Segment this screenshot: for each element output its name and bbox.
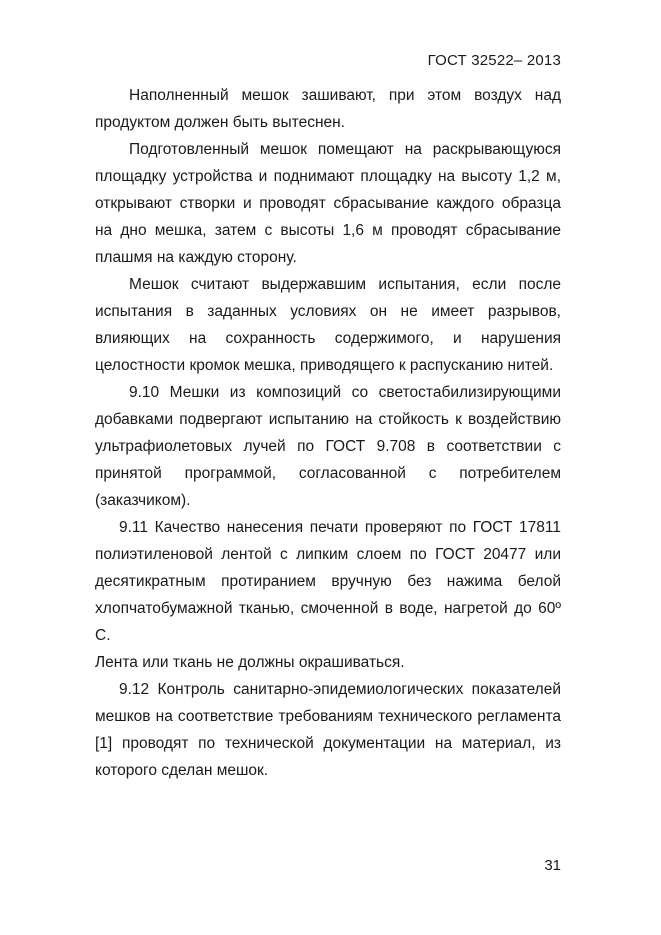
standard-code-header: ГОСТ 32522– 2013: [427, 52, 561, 69]
paragraph-test-pass-criteria: Мешок считают выдержавшим испытания, если после испытания в заданных условиях он не имеет разрывов, влияющих на сохранность содержимого, и нарушения целостности кромок мешка, приводящего к распусканию нитей.: [95, 276, 561, 374]
paragraph-clause-9-11: 9.11 Качество нанесения печати проверяют по ГОСТ 17811 полиэтиленовой лентой с липким слоем по ГОСТ 20477 или десятикратным протиранием вручную без нажима белой хлопчатобумажной тканью, смоченной в воде, нагретой до 60º С.: [95, 519, 561, 644]
paragraph-drop-test-procedure: Подготовленный мешок помещают на раскрывающуюся площадку устройства и поднимают площадку на высоту 1,2 м, открывают створки и проводят сбрасывание каждого образца на дно мешка, затем с высоты 1,6 м проводят сбрасывание плашмя на каждую сторону.: [95, 141, 561, 266]
paragraph-filled-bag-sealing: Наполненный мешок зашивают, при этом воздух над продуктом должен быть вытеснен.: [95, 87, 561, 131]
page-number: 31: [544, 857, 561, 874]
paragraph-clause-9-12: 9.12 Контроль санитарно-эпидемиологических показателей мешков на соответствие требованиям технического регламента [1] проводят по технической документации на материал, из которого сделан мешок.: [95, 681, 561, 779]
paragraph-clause-9-10: 9.10 Мешки из композиций со светостабилизирующими добавками подвергают испытанию на стойкость к воздействию ультрафиолетовых лучей по ГОСТ 9.708 в соответствии с принятой программой, согласованной с потребителем (заказчиком).: [95, 384, 561, 509]
paragraph-no-staining: Лента или ткань не должны окрашиваться.: [95, 654, 405, 671]
body-text: [95, 82, 561, 784]
